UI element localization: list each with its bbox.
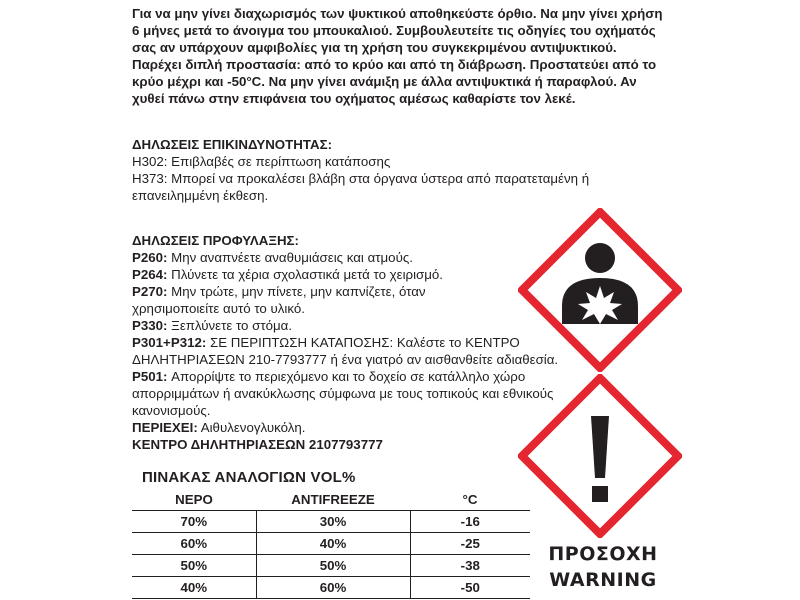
precaution-code: ΚΕΝΤΡΟ ΔΗΛΗΤΗΡΙΑΣΕΩΝ 2107793777 xyxy=(132,437,383,452)
hazard-statements xyxy=(132,136,652,204)
table-cell: -50 xyxy=(410,577,530,599)
table-row xyxy=(132,555,530,577)
table-row xyxy=(132,511,530,533)
table-cell: 40% xyxy=(256,533,410,555)
intro-text xyxy=(132,5,792,107)
precaution-title: ΔΗΛΩΣΕΙΣ ΠΡΟΦΥΛΑΞΗΣ: xyxy=(132,233,299,248)
hazard-line: H373: Μπορεί να προκαλέσει βλάβη στα όργανα ύστερα από παρατεταμένη ή xyxy=(132,171,590,186)
precaution-text: Ξεπλύνετε το στόμα. xyxy=(167,318,293,333)
table-cell: 50% xyxy=(132,555,256,577)
intro-line: σας αν υπάρχουν αμφιβολίες για τη χρήση του συγκεκριμένου αντιψυκτικού. xyxy=(132,40,617,55)
intro-line: Παρέχει διπλή προστασία: από το κρύο και από τη διάβρωση. Προστατεύει από το xyxy=(132,57,657,72)
precaution-code: P264: xyxy=(132,267,168,282)
hazard-line: επανειλημμένη έκθεση. xyxy=(132,188,269,203)
precaution-text: ΔΗΛΗΤΗΡΙΑΣΕΩΝ 210-7793777 ή ένα γιατρό αν αισθανθείτε αδιαθεσία. xyxy=(132,352,559,367)
intro-line: Για να μην γίνει διαχωρισμός των ψυκτικού αποθηκεύστε όρθιο. Να μην γίνει χρήση xyxy=(132,6,663,21)
precaution-text: ΣΕ ΠΕΡΙΠΤΩΣΗ ΚΑΤΑΠΟΣΗΣ: Καλέστε το ΚΕΝΤΡΟ xyxy=(206,335,520,350)
column-header: °C xyxy=(410,489,530,511)
intro-line: 6 μήνες μετά το άνοιγμα του μπουκαλιού. Συμβουλευτείτε τις οδηγίες του οχήματός xyxy=(132,23,656,38)
table-row xyxy=(132,577,530,599)
table-cell: 70% xyxy=(132,511,256,533)
table-cell: 40% xyxy=(132,577,256,599)
table-row xyxy=(132,533,530,555)
hazard-line: H302: Επιβλαβές σε περίπτωση κατάποσης xyxy=(132,154,391,169)
mix-table xyxy=(132,489,530,599)
signal-word-english: WARNING xyxy=(549,569,657,591)
precaution-code: ΠΕΡΙΕΧΕΙ: xyxy=(132,420,198,435)
precaution-text: Πλύνετε τα χέρια σχολαστικά μετά το χειρισμό. xyxy=(167,267,443,282)
exclamation-icon xyxy=(518,374,682,538)
column-header: ΝΕΡΟ xyxy=(132,489,256,511)
signal-word-greek: ΠΡΟΣΟΧΗ xyxy=(548,543,658,565)
intro-line: χυθεί πάνω στην επιφάνεια του οχήματος αμέσως καθαρίστε τον λεκέ. xyxy=(132,91,576,106)
signal-word xyxy=(548,541,658,593)
precaution-text: κανονισμούς. xyxy=(132,403,211,418)
table-cell: 60% xyxy=(256,577,410,599)
precaution-text: απορριμμάτων ή ανακύκλωσης σύμφωνα με τους τοπικούς και εθνικούς xyxy=(132,386,554,401)
intro-line: κρύο μέχρι και -50°C. Να μην γίνει ανάμιξη με άλλα αντιψυκτικά ή παραφλού. Αν xyxy=(132,74,637,89)
precaution-text: Μην αναπνέετε αναθυμιάσεις και ατμούς. xyxy=(167,250,413,265)
precaution-text: Μην τρώτε, μην πίνετε, μην καπνίζετε, όταν xyxy=(167,284,426,299)
precaution-code: P301+P312: xyxy=(132,335,207,350)
precaution-code: P260: xyxy=(132,250,168,265)
table-cell: 60% xyxy=(132,533,256,555)
precaution-text: Αιθυλενογλυκόλη. xyxy=(197,420,306,435)
precaution-text: Απορρίψτε το περιεχόμενο και το δοχείο σε κατάλληλο χώρο xyxy=(167,369,526,384)
precaution-code: P501: xyxy=(132,369,168,384)
precaution-code: P330: xyxy=(132,318,168,333)
column-header: ANTIFREEZE xyxy=(256,489,410,511)
mix-table-title: ΠΙΝΑΚΑΣ ΑΝΑΛΟΓΙΩΝ VOL% xyxy=(142,469,356,486)
table-cell: 30% xyxy=(256,511,410,533)
table-cell: -16 xyxy=(410,511,530,533)
precaution-code: P270: xyxy=(132,284,168,299)
table-cell: -38 xyxy=(410,555,530,577)
table-cell: 50% xyxy=(256,555,410,577)
table-cell: -25 xyxy=(410,533,530,555)
hazard-title: ΔΗΛΩΣΕΙΣ ΕΠΙΚΙΝΔΥΝΟΤΗΤΑΣ: xyxy=(132,137,333,152)
precaution-text: χρησιμοποιείτε αυτό το υλικό. xyxy=(132,301,305,316)
health-hazard-icon xyxy=(518,208,682,372)
